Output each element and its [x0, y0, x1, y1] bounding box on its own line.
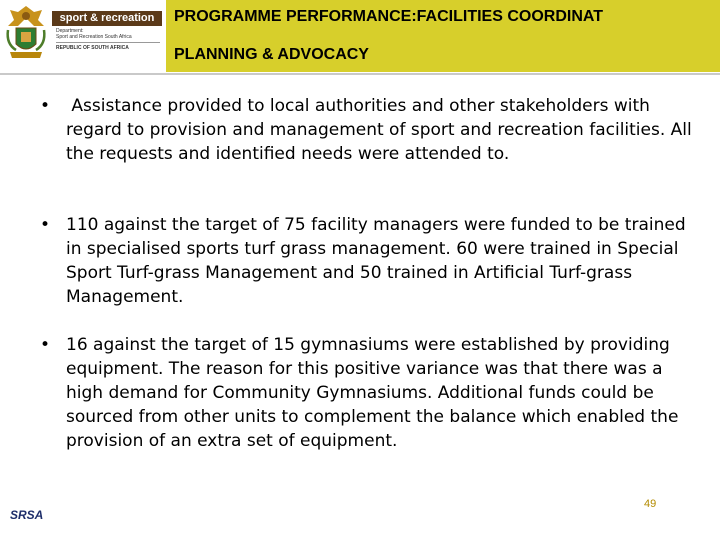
logo-block [0, 0, 168, 72]
department-label: Department: [56, 28, 84, 34]
department-name: Sport and Recreation South Africa [56, 34, 132, 40]
bullet-text: Assistance provided to local authorities and other stakeholders with regard to provision and management of sport and recreation facilities. All the requests and identified needs were attended to. [66, 96, 698, 164]
slide-subtitle: PLANNING & ADVOCACY [174, 46, 369, 63]
header-divider [0, 73, 720, 75]
page-number: 49 [644, 498, 657, 510]
bullet-text: 16 against the target of 15 gymnasiums were established by providing equipment. The reason for this positive variance was that there was a high demand for Community Gymnasiums. Additional funds could be sourced from other units to complement the balance which enabled the provision of an extra set of equipment. [66, 335, 679, 451]
logo-divider [56, 42, 160, 43]
country-name: REPUBLIC OF SOUTH AFRICA [56, 45, 129, 51]
footer-org-label: SRSA [10, 508, 44, 522]
bullet-dot-icon: • [40, 96, 51, 116]
coat-of-arms-icon [4, 4, 48, 62]
bullet-dot-icon: • [40, 335, 51, 355]
slide-title: PROGRAMME PERFORMANCE:FACILITIES COORDINAT [174, 8, 604, 25]
brand-wordmark: sport & recreation [52, 11, 162, 26]
slide-header [0, 0, 720, 75]
bullet-text: 110 against the target of 75 facility managers were funded to be trained in specialised sports turf grass management. 60 were trained in Special Sport Turf-grass Management and 50 trained in Artificial Turf-grass Management. [66, 215, 686, 307]
bullet-dot-icon: • [40, 215, 51, 235]
title-bar [168, 0, 720, 72]
